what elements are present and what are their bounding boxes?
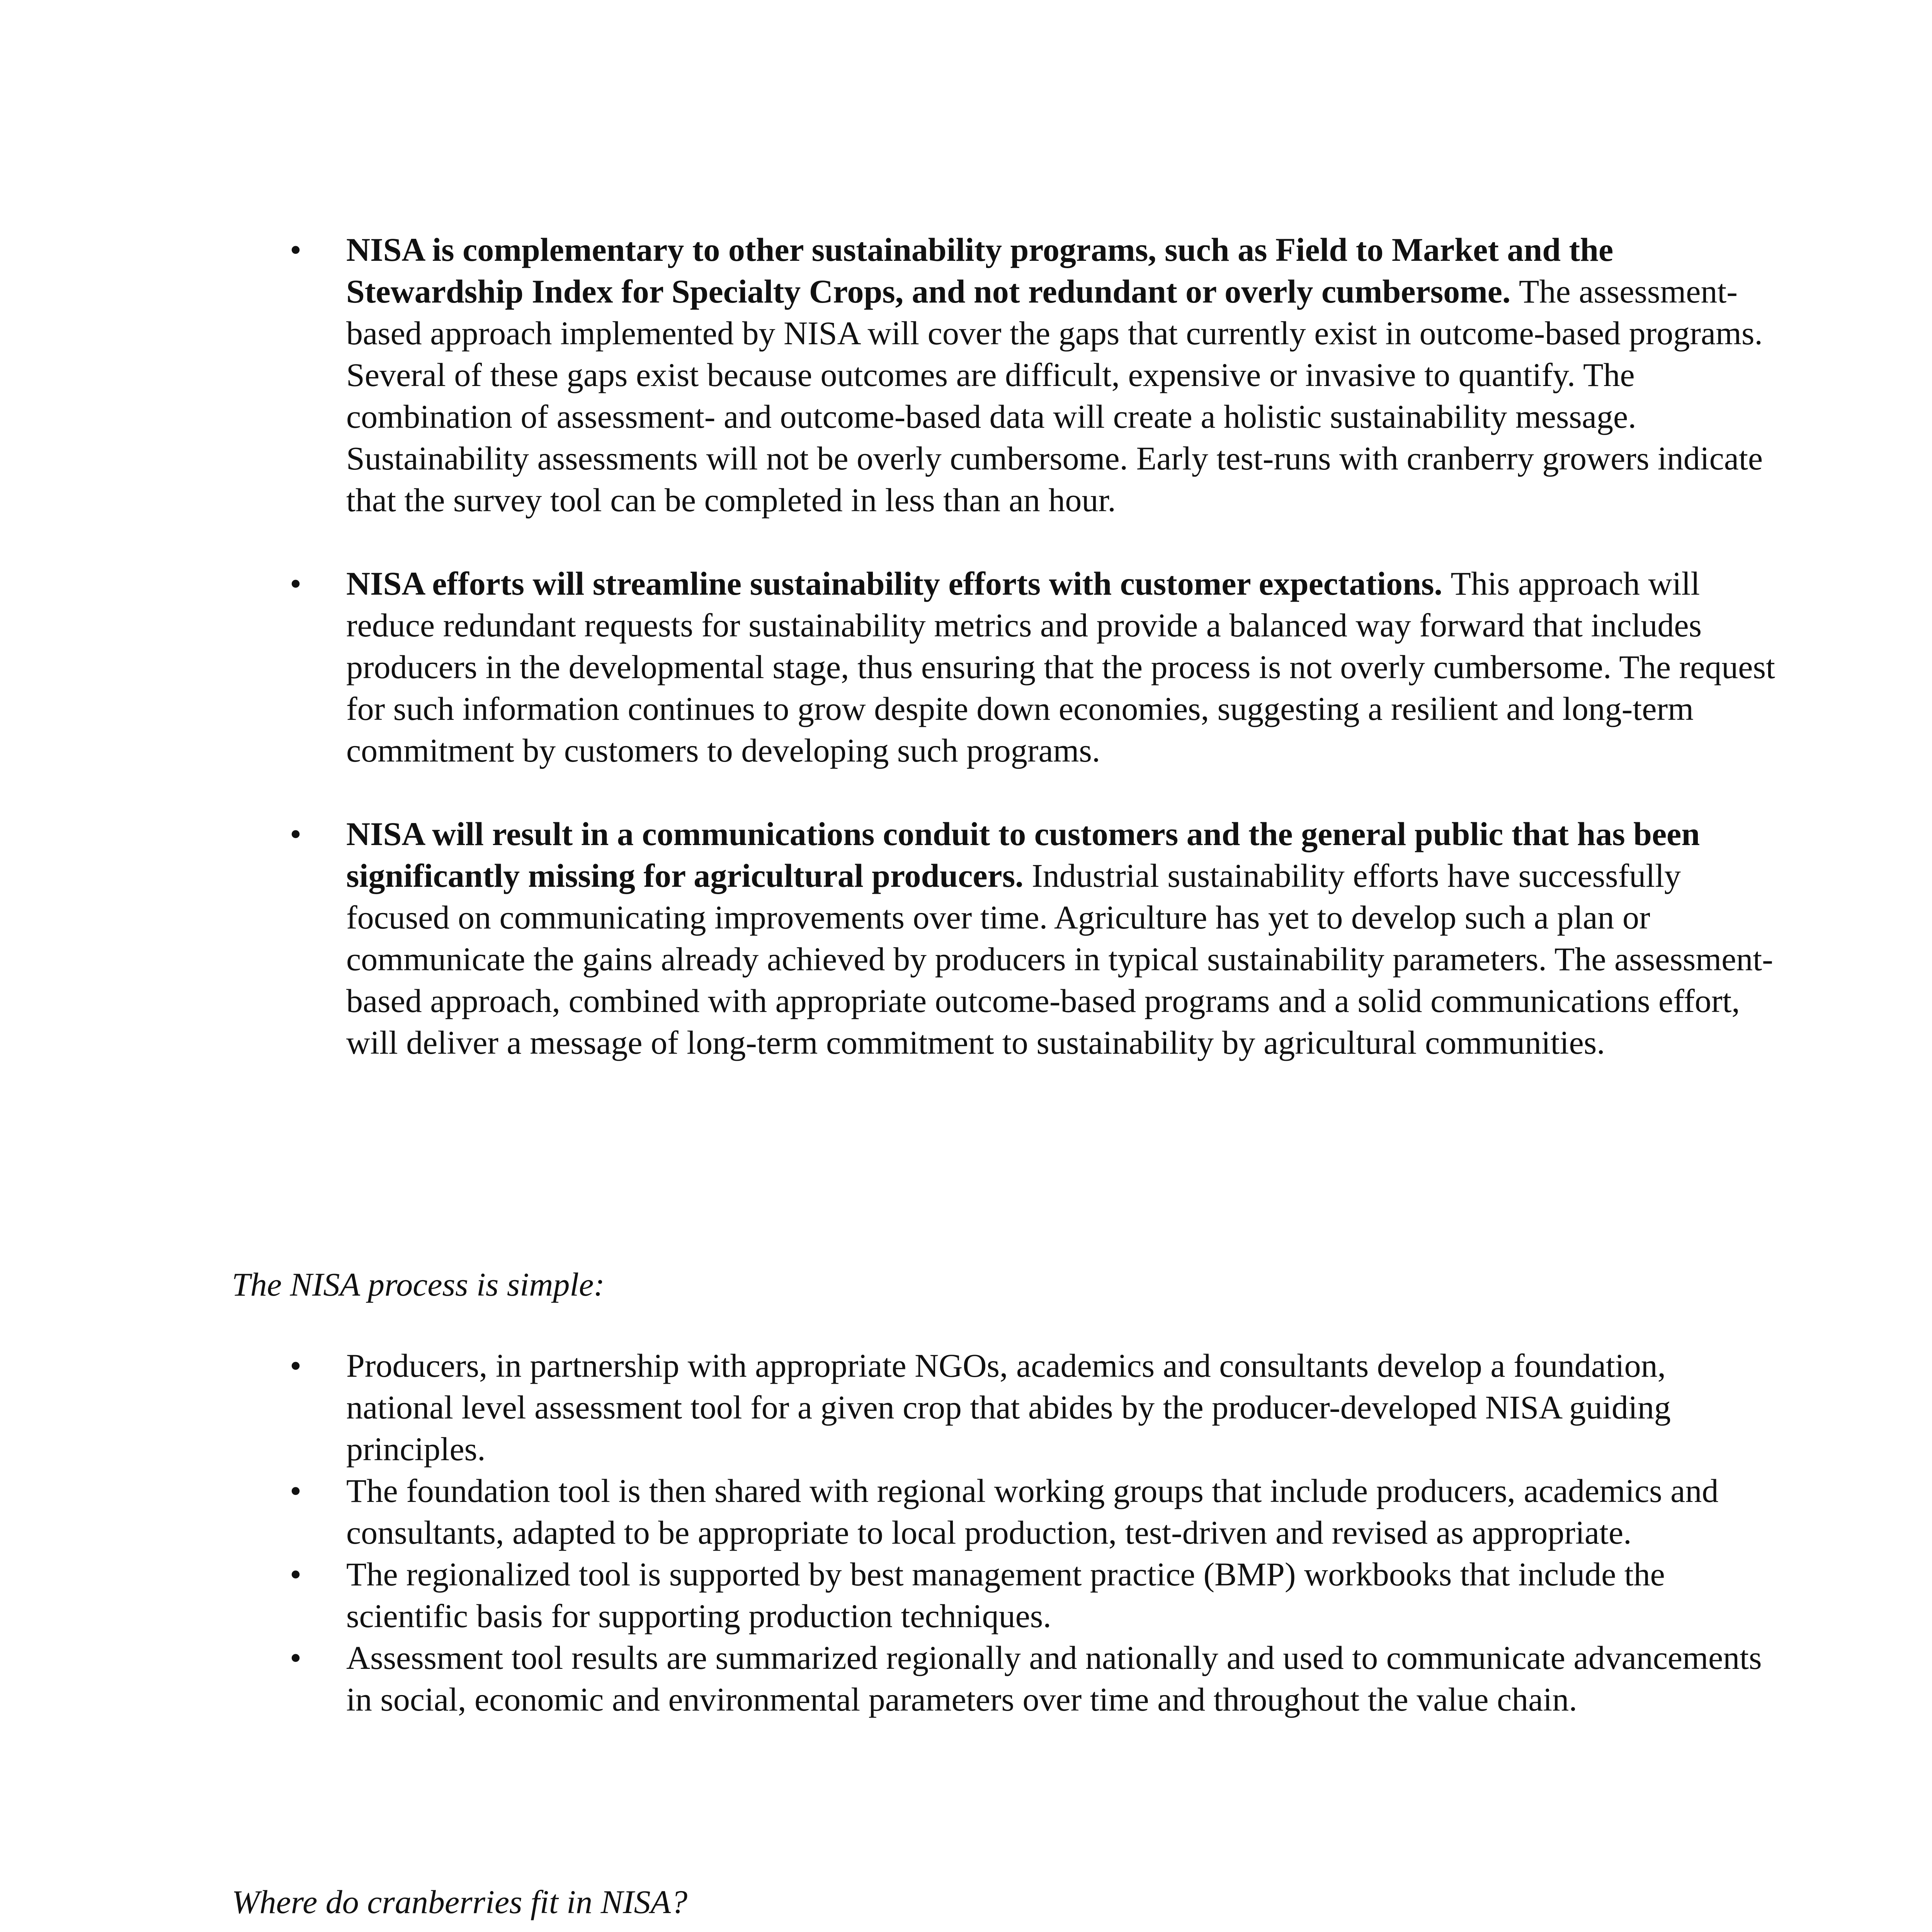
- list-item: [232, 563, 1777, 771]
- process-step: The regionalized tool is supported by best management practice (BMP) workbooks that include the scientific basis for supporting production techniques.: [346, 1556, 1665, 1634]
- list-item: [232, 1553, 1777, 1637]
- benefit-lead: NISA will result in a communications conduit to customers and the general public that has been significantly missing for agricultural producers.: [346, 815, 1700, 894]
- list-item: [232, 1470, 1777, 1553]
- bullet-icon: •: [290, 1639, 302, 1676]
- list-item: [232, 229, 1777, 521]
- benefit-lead: NISA is complementary to other sustainability programs, such as Field to Market and the Stewardship Index for Specialty Crops, and not redundant or overly cumbersome.: [346, 231, 1614, 310]
- process-step: The foundation tool is then shared with regional working groups that include producers, academics and consultants, adapted to be appropriate to local production, test-driven and revised as appropriate.: [346, 1472, 1719, 1551]
- process-steps-list: [232, 1345, 1777, 1720]
- benefit-lead: NISA efforts will streamline sustainability efforts with customer expectations.: [346, 565, 1451, 602]
- cranberry-heading: Where do cranberries fit in NISA?: [232, 1883, 688, 1920]
- benefit-body: Industrial sustainability efforts have successfully focused on communicating improvements over time. Agriculture has yet to develop such a plan or communicate the gains already achieved by producers in typical sustainability parameters. The assessment-based approach, combined with appropriate outcome-based programs and a solid communications effort, will deliver a message of long-term commitment to sustainability by agricultural communities.: [346, 857, 1773, 1061]
- list-item: [232, 1637, 1777, 1720]
- benefit-body: This approach will reduce redundant requests for sustainability metrics and provide a balanced way forward that includes producers in the developmental stage, thus ensuring that the process is not overly cumbersome. The request for such information continues to grow despite down economies, suggesting a resilient and long-term commitment by customers to developing such programs.: [346, 565, 1775, 769]
- process-step: Assessment tool results are summarized regionally and nationally and used to communicate advancements in social, economic and environmental parameters over time and throughout the value chain.: [346, 1639, 1762, 1718]
- bullet-icon: •: [290, 231, 302, 268]
- list-item: [232, 1345, 1777, 1470]
- process-step: Producers, in partnership with appropriate NGOs, academics and consultants develop a foundation, national level assessment tool for a given crop that abides by the producer-developed NISA guiding principles.: [346, 1347, 1671, 1468]
- benefits-list: [232, 229, 1777, 1105]
- list-item: [232, 813, 1777, 1063]
- process-heading: The NISA process is simple:: [232, 1266, 605, 1303]
- benefit-body: The assessment-based approach implemented by NISA will cover the gaps that currently exist in outcome-based programs. Several of these gaps exist because outcomes are difficult, expensive or invasive to quantify. The combination of assessment- and outcome-based data will create a holistic sustainability message. Sustainability assessments will not be overly cumbersome. Early test-runs with cranberry growers indicate that the survey tool can be completed in less than an hour.: [346, 273, 1763, 519]
- bullet-icon: •: [290, 1556, 302, 1593]
- bullet-icon: •: [290, 1347, 302, 1384]
- bullet-icon: •: [290, 565, 302, 602]
- bullet-icon: •: [290, 1472, 302, 1509]
- bullet-icon: •: [290, 815, 302, 852]
